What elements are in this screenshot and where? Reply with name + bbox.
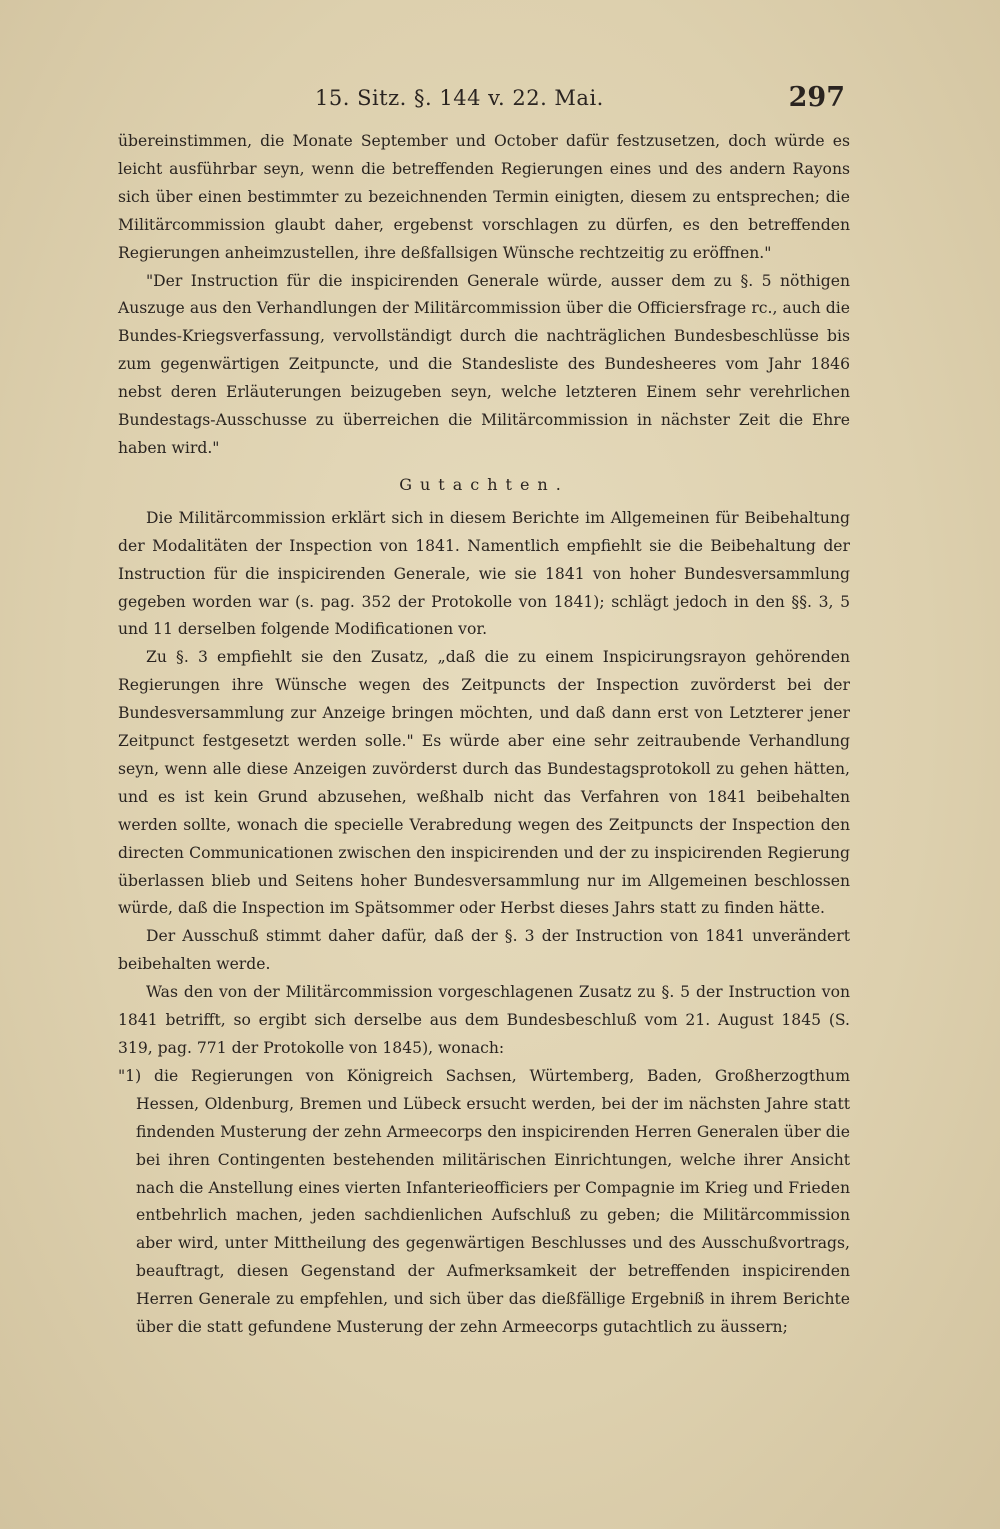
page-body [118, 128, 850, 1342]
paragraph: Was den von der Militärcommission vorgeschlagenen Zusatz zu §. 5 der Instruction von 1841 betrifft, so ergibt sich derselbe aus dem Bundesbeschluß vom 21. August 1845 (S. 319, pag. 771 der Protokolle von 1845), wonach: [118, 983, 850, 1057]
list-item [118, 1063, 850, 1342]
page-header [0, 82, 1000, 122]
paragraph: Der Ausschuß stimmt daher dafür, daß der §. 3 der Instruction von 1841 unverändert beibehalten werde. [118, 927, 850, 974]
list-item-text: die Regierungen von Königreich Sachsen, Würtemberg, Baden, Großherzogthum Hessen, Oldenburg, Bremen und Lübeck ersucht werden, bei der im nächsten Jahre statt findenden Musterung der zehn Armeecorps den inspicirenden Herren Generalen über die bei ihren Contingenten bestehenden militärischen Einrichtungen, welche ihrer Ansicht nach die Anstellung eines vierten Infanterieofficiers per Compagnie im Krieg und Frieden entbehrlich machen, jeden sachdienlichen Aufschluß zu geben; die Militärcommission aber wird, unter Mittheilung des gegenwärtigen Beschlusses und des Ausschußvortrags, beauftragt, diesen Gegenstand der Aufmerksamkeit der betreffenden inspicirenden Herren Generale zu empfehlen, und sich über das dießfällige Ergebniß in ihrem Berichte über die statt gefundene Musterung der zehn Armeecorps gutachtlich zu äussern; [136, 1066, 850, 1337]
list-item-number: "1) [118, 1066, 142, 1085]
section-heading: Gutachten. [399, 474, 569, 494]
paragraph: übereinstimmen, die Monate September und October dafür festzusetzen, doch würde es leicht ausführbar seyn, wenn die betreffenden Regierungen eines und des andern Rayons sich über einen bestimmter zu bezeichnenden Termin einigten, diesem zu entsprechen; die Militärcommission glaubt daher, ergebenst vorschlagen zu dürfen, es den betreffenden Regierungen anheimzustellen, ihre deßfallsigen Wünsche rechtzeitig zu eröffnen." [118, 132, 850, 262]
page-number: 297 [788, 82, 845, 113]
paragraph: Die Militärcommission erklärt sich in diesem Berichte im Allgemeinen für Beibehaltung der Modalitäten der Inspection von 1841. Namentlich empfiehlt sie die Beibehaltung der Instruction für die inspicirenden Generale, wie sie 1841 von hoher Bundesversammlung gegeben worden war (s. pag. 352 der Protokolle von 1841); schlägt jedoch in den §§. 3, 5 und 11 derselben folgende Modificationen vor. [118, 508, 850, 639]
paragraph: Zu §. 3 empfiehlt sie den Zusatz, „daß die zu einem Inspicirungsrayon gehörenden Regierungen ihre Wünsche wegen des Zeitpuncts der Inspection zuvörderst bei der Bundesversammlung zur Anzeige bringen möchten, und daß dann erst von Letzterer jener Zeitpunct festgesetzt werden solle." Es würde aber eine sehr zeitraubende Verhandlung seyn, wenn alle diese Anzeigen zuvörderst durch das Bundestagsprotokoll zu gehen hätten, und es ist kein Grund abzusehen, weßhalb nicht das Verfahren von 1841 beibehalten werden sollte, wonach die specielle Verabredung wegen des Zeitpuncts der Inspection den directen Communicationen zwischen den inspicirenden und der zu inspicirenden Regierung überlassen blieb und Seitens hoher Bundesversammlung nur im Allgemeinen beschlossen würde, daß die Inspection im Spätsommer oder Herbst dieses Jahrs statt zu finden hätte. [118, 648, 850, 918]
running-head: 15. Sitz. §. 144 v. 22. Mai. [315, 86, 604, 110]
paragraph: "Der Instruction für die inspicirenden Generale würde, ausser dem zu §. 5 nöthigen Auszuge aus den Verhandlungen der Militärcommission über die Officiersfrage rc., auch die Bundes-Kriegsverfassung, vervollständigt durch die nachträglichen Bundesbeschlüsse bis zum gegenwärtigen Zeitpuncte, und die Standesliste des Bundesheeres vom Jahr 1846 nebst deren Erläuterungen beizugeben seyn, welche letzteren Einem sehr verehrlichen Bundestags-Ausschusse zu überreichen die Militärcommission in nächster Zeit die Ehre haben wird." [118, 271, 850, 457]
